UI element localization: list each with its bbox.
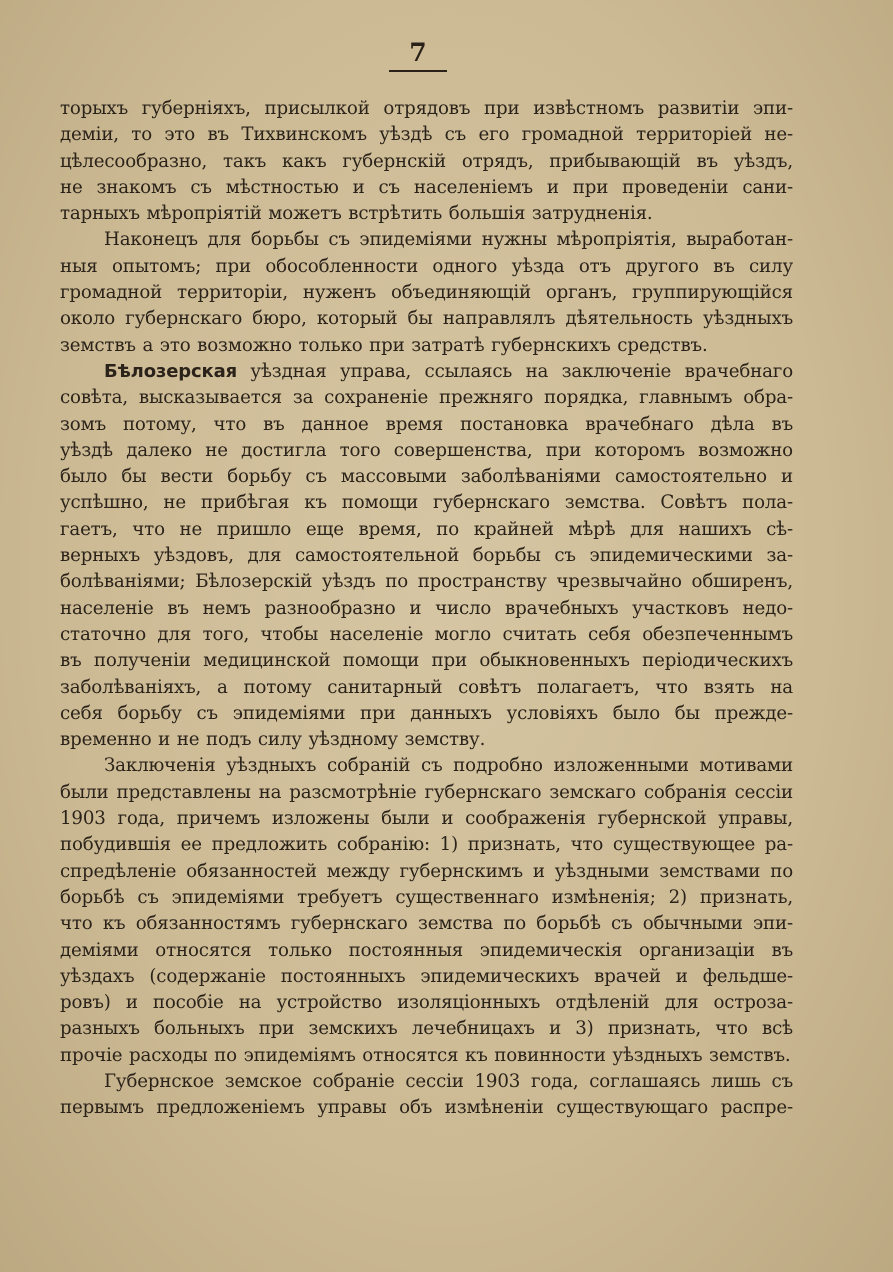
body-text xyxy=(60,96,793,1122)
text-line xyxy=(60,675,793,701)
text-line-content: около губернскаго бюро, который бы направлялъ дѣятельность уѣздныхъ xyxy=(60,308,793,330)
text-line xyxy=(60,859,793,885)
page-number-underline xyxy=(389,70,447,72)
text-line xyxy=(60,543,793,569)
text-line-content: въ полученіи медицинской помощи при обыкновенныхъ періодическихъ xyxy=(60,650,793,672)
text-line xyxy=(60,806,793,832)
text-line xyxy=(60,753,793,779)
text-line xyxy=(60,175,793,201)
text-line-content: уѣздѣ далеко не достигла того совершенства, при которомъ возможно xyxy=(60,439,793,461)
text-line xyxy=(60,1069,793,1095)
text-line xyxy=(60,885,793,911)
text-line xyxy=(60,201,793,227)
text-line xyxy=(60,832,793,858)
text-line xyxy=(60,964,793,990)
text-line xyxy=(60,622,793,648)
text-line-content: цѣлесообразно, такъ какъ губернскій отрядъ, прибывающій въ уѣздъ, xyxy=(60,150,793,172)
text-line-content: заболѣваніяхъ, а потому санитарный совѣтъ полагаетъ, что взять на xyxy=(60,676,793,698)
text-line-content: населеніе въ немъ разнообразно и число врачебныхъ участковъ недо- xyxy=(60,597,793,619)
text-line-content: спредѣленіе обязанностей между губернскимъ и уѣздными земствами по xyxy=(60,860,793,882)
text-line-content: было бы вести борьбу съ массовыми заболѣваніями самостоятельно и xyxy=(60,466,793,488)
text-line xyxy=(60,359,793,385)
text-line xyxy=(60,280,793,306)
text-line-content: борьбѣ съ эпидеміями требуетъ существеннаго измѣненія; 2) признать, xyxy=(60,886,793,908)
text-line-content: деміями относятся только постоянныя эпидемическія организаціи въ xyxy=(60,939,793,961)
page-header xyxy=(388,38,448,72)
text-line xyxy=(60,569,793,595)
text-line xyxy=(60,1043,793,1069)
text-line-content: зомъ потому, что въ данное время постановка врачебнаго дѣла въ xyxy=(60,413,793,435)
bold-district-name: Бѣлозерская xyxy=(104,360,238,382)
text-line-content: тарныхъ мѣропріятій можетъ встрѣтить большія затрудненія. xyxy=(60,203,653,225)
text-line xyxy=(60,727,793,753)
text-line-content: болѣваніями; Бѣлозерскій уѣздъ по пространству чрезвычайно обширенъ, xyxy=(60,571,793,593)
text-line-content: не знакомъ съ мѣстностью и съ населеніемъ и при проведеніи сани- xyxy=(60,176,793,198)
text-line xyxy=(60,1016,793,1042)
text-line-content: были представлены на разсмотрѣніе губернскаго земскаго собранія сессіи xyxy=(60,781,793,803)
text-line xyxy=(60,333,793,359)
text-line xyxy=(60,911,793,937)
text-line-content: успѣшно, не прибѣгая къ помощи губернскаго земства. Совѣтъ пола- xyxy=(60,492,793,514)
text-line-content: верныхъ уѣздовъ, для самостоятельной борьбы съ эпидемическими за- xyxy=(60,545,793,567)
page-number: 7 xyxy=(409,38,427,67)
text-line xyxy=(60,938,793,964)
text-line xyxy=(60,1095,793,1121)
text-line-content: прочіе расходы по эпидеміямъ относятся къ повинности уѣздныхъ земствъ. xyxy=(60,1044,791,1066)
text-line-content: временно и не подъ силу уѣздному земству. xyxy=(60,729,486,751)
text-line xyxy=(60,122,793,148)
text-line-content: что къ обязанностямъ губернскаго земства по борьбѣ съ обычными эпи- xyxy=(60,913,793,935)
text-line-content: совѣта, высказывается за сохраненіе прежняго порядка, главнымъ обра- xyxy=(60,387,793,409)
text-line-content: статочно для того, чтобы населеніе могло считать себя обезпеченнымъ xyxy=(60,623,793,645)
text-line-content: Наконецъ для борьбы съ эпидеміями нужны мѣропріятія, выработан- xyxy=(104,229,793,251)
text-line xyxy=(60,149,793,175)
text-line xyxy=(60,306,793,332)
text-line-content: уѣздахъ (содержаніе постоянныхъ эпидемическихъ врачей и фельдше- xyxy=(60,965,793,987)
text-line-content: земствъ а это возможно только при затратѣ губернскихъ средствъ. xyxy=(60,334,708,356)
text-line xyxy=(60,596,793,622)
text-line-content: громадной территоріи, нуженъ объединяющій органъ, группирующійся xyxy=(60,282,793,304)
text-line xyxy=(60,464,793,490)
text-line-content: деміи, то это въ Тихвинскомъ уѣздѣ съ его громадной территоріей не- xyxy=(60,124,793,146)
text-line xyxy=(60,254,793,280)
text-line xyxy=(60,412,793,438)
text-line xyxy=(60,648,793,674)
text-line xyxy=(60,385,793,411)
text-line xyxy=(60,96,793,122)
text-line xyxy=(60,701,793,727)
text-line xyxy=(60,227,793,253)
text-line-content: себя борьбу съ эпидеміями при данныхъ условіяхъ было бы прежде- xyxy=(60,702,793,724)
text-line-content: ныя опытомъ; при обособленности одного уѣзда отъ другого въ силу xyxy=(60,255,793,277)
text-line-content: уѣздная управа, ссылаясь на заключеніе врачебнаго xyxy=(237,360,793,382)
text-line xyxy=(60,990,793,1016)
text-line-content: разныхъ больныхъ при земскихъ лечебницахъ и 3) признать, что всѣ xyxy=(60,1018,793,1040)
text-line-content: первымъ предложеніемъ управы объ измѣненіи существующаго распре- xyxy=(60,1097,793,1119)
text-line xyxy=(60,438,793,464)
text-line-content: побудившія ее предложить собранію: 1) признать, что существующее ра- xyxy=(60,834,793,856)
text-line-content: ровъ) и пособіе на устройство изоляціонныхъ отдѣленій для остроза- xyxy=(60,992,793,1014)
text-line-content: торыхъ губерніяхъ, присылкой отрядовъ при извѣстномъ развитіи эпи- xyxy=(60,98,793,119)
text-line-content: 1903 года, причемъ изложены были и соображенія губернской управы, xyxy=(60,808,793,830)
text-line-content: Губернское земское собраніе сессіи 1903 года, соглашаясь лишь съ xyxy=(104,1070,793,1092)
text-line-content: Заключенія уѣздныхъ собраній съ подробно изложенными мотивами xyxy=(104,755,793,777)
text-line xyxy=(60,517,793,543)
text-line-content: гаетъ, что не пришло еще время, по крайней мѣрѣ для нашихъ сѣ- xyxy=(60,518,793,540)
text-line xyxy=(60,490,793,516)
text-line xyxy=(60,780,793,806)
